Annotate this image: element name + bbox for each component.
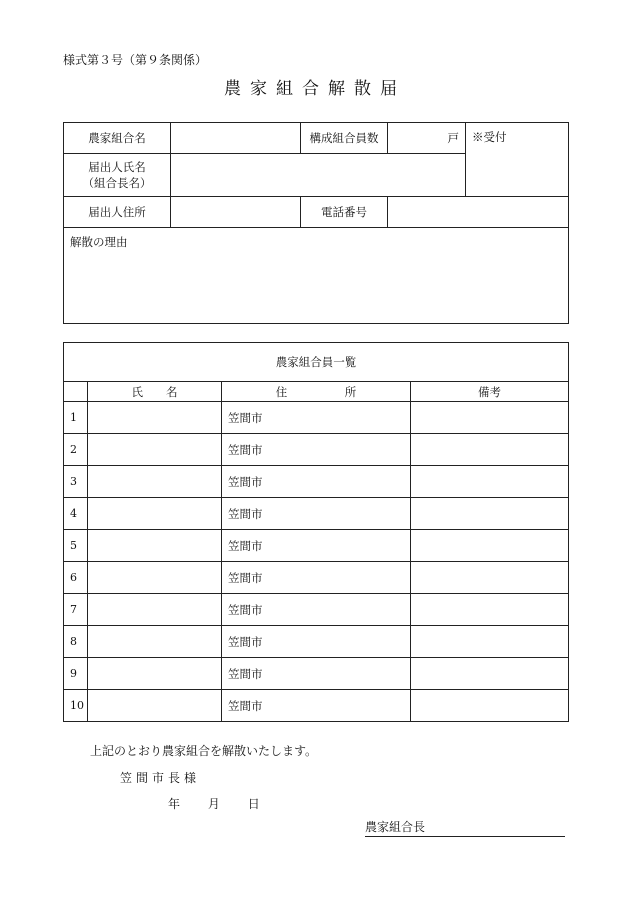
member-name-field[interactable]	[88, 434, 222, 466]
table-row	[64, 498, 569, 530]
member-address-field[interactable]: 笠間市	[222, 658, 411, 690]
phone-label: 電話番号	[301, 197, 388, 228]
member-address-field[interactable]: 笠間市	[222, 466, 411, 498]
member-note-field[interactable]	[411, 626, 569, 658]
member-count-label: 構成組合員数	[301, 123, 388, 154]
applicant-address-label: 届出人住所	[64, 197, 171, 228]
row-number: 4	[64, 498, 88, 530]
member-note-field[interactable]	[411, 402, 569, 434]
page-title: 農家組合解散届	[224, 79, 406, 99]
declaration-statement: 上記のとおり農家組合を解散いたします。	[90, 744, 318, 758]
table-row	[64, 466, 569, 498]
member-note-field[interactable]	[411, 658, 569, 690]
applicant-address-field[interactable]	[171, 197, 301, 228]
union-name-field[interactable]	[171, 123, 301, 154]
member-count-field[interactable]	[388, 123, 466, 154]
applicant-name-label-line2: （組合長名）	[82, 176, 152, 190]
signature-line[interactable]	[365, 818, 565, 837]
info-table	[63, 122, 569, 324]
row-number: 2	[64, 434, 88, 466]
table-row	[64, 562, 569, 594]
phone-field[interactable]	[388, 197, 569, 228]
date-line	[168, 795, 260, 812]
member-address-field[interactable]: 笠間市	[222, 402, 411, 434]
member-name-field[interactable]	[88, 690, 222, 722]
reason-label: 解散の理由	[70, 235, 128, 249]
column-header-note: 備考	[411, 382, 569, 402]
reason-field[interactable]	[64, 228, 569, 324]
table-row	[64, 434, 569, 466]
column-header-name: 氏 名	[88, 382, 222, 402]
row-number: 1	[64, 402, 88, 434]
union-name-label: 農家組合名	[64, 123, 171, 154]
member-name-field[interactable]	[88, 658, 222, 690]
table-row	[64, 626, 569, 658]
applicant-name-label-line1: 届出人氏名	[88, 160, 146, 174]
row-number: 10	[64, 690, 88, 722]
column-header-no	[64, 382, 88, 402]
row-number: 3	[64, 466, 88, 498]
addressee: 笠間市長様	[120, 771, 201, 785]
row-number: 9	[64, 658, 88, 690]
table-row	[64, 658, 569, 690]
member-address-field[interactable]: 笠間市	[222, 594, 411, 626]
table-row	[64, 690, 569, 722]
member-name-field[interactable]	[88, 498, 222, 530]
applicant-name-label	[64, 154, 171, 197]
member-address-field[interactable]: 笠間市	[222, 562, 411, 594]
reception-label: ※受付	[472, 130, 507, 144]
member-name-field[interactable]	[88, 402, 222, 434]
member-table-title: 農家組合員一覧	[64, 343, 569, 382]
form-number: 様式第３号（第９条関係）	[63, 53, 208, 67]
member-note-field[interactable]	[411, 690, 569, 722]
member-address-field[interactable]: 笠間市	[222, 690, 411, 722]
row-number: 8	[64, 626, 88, 658]
member-name-field[interactable]	[88, 562, 222, 594]
column-header-address: 住 所	[222, 382, 411, 402]
member-note-field[interactable]	[411, 562, 569, 594]
member-note-field[interactable]	[411, 466, 569, 498]
table-row	[64, 594, 569, 626]
member-name-field[interactable]	[88, 466, 222, 498]
member-address-field[interactable]: 笠間市	[222, 626, 411, 658]
table-row	[64, 402, 569, 434]
member-name-field[interactable]	[88, 530, 222, 562]
member-note-field[interactable]	[411, 434, 569, 466]
date-month: 月	[207, 797, 220, 811]
member-address-field[interactable]: 笠間市	[222, 498, 411, 530]
member-note-field[interactable]	[411, 594, 569, 626]
table-row	[64, 530, 569, 562]
member-name-field[interactable]	[88, 626, 222, 658]
date-year: 年	[168, 797, 181, 811]
date-day: 日	[247, 797, 260, 811]
member-address-field[interactable]: 笠間市	[222, 530, 411, 562]
member-name-field[interactable]	[88, 594, 222, 626]
member-table-header	[64, 382, 569, 402]
member-note-field[interactable]	[411, 530, 569, 562]
reception-box	[466, 123, 569, 197]
row-number: 6	[64, 562, 88, 594]
row-number: 5	[64, 530, 88, 562]
member-note-field[interactable]	[411, 498, 569, 530]
row-number: 7	[64, 594, 88, 626]
member-count-unit: 戸	[447, 131, 459, 145]
member-table	[63, 342, 569, 722]
applicant-name-field[interactable]	[171, 154, 466, 197]
member-address-field[interactable]: 笠間市	[222, 434, 411, 466]
signature-label: 農家組合長	[365, 820, 426, 834]
